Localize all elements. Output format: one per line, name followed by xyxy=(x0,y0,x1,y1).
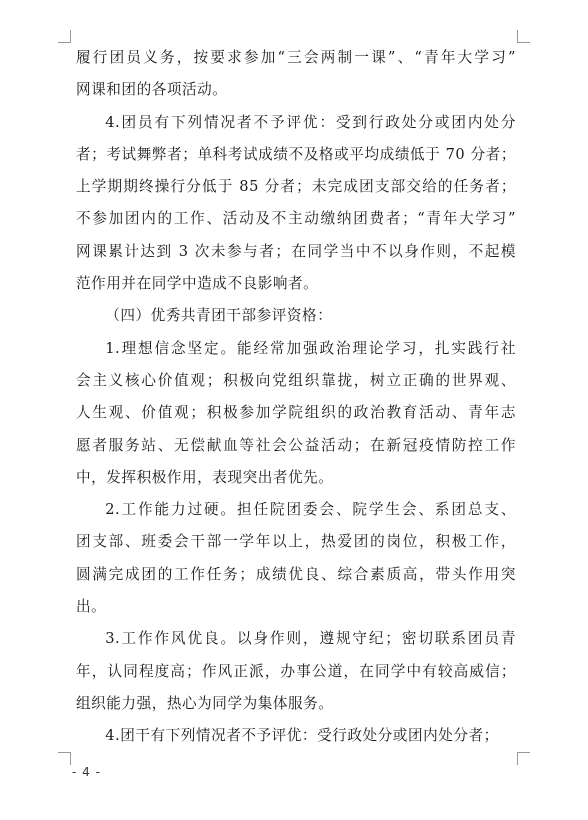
document-body xyxy=(76,42,516,753)
text-line: 人生观、价值观；积极参加学院组织的政治教育活动、青年志 xyxy=(76,404,516,422)
text-line: 4.团干有下列情况者不予评优：受行政处分或团内处分者； xyxy=(105,727,499,745)
crop-mark-bottom-right xyxy=(517,752,530,765)
text-line: 者；考试舞弊者；单科考试成绩不及格或平均成绩低于 70 分者； xyxy=(76,145,516,163)
text-line: 1.理想信念坚定。能经常加强政治理论学习，扎实践行社 xyxy=(105,339,516,357)
text-line: 3.工作作风优良。以身作则，遵规守纪；密切联系团员青 xyxy=(105,630,516,648)
text-line: 愿者服务站、无偿献血等社会公益活动；在新冠疫情防控工作 xyxy=(76,436,516,454)
text-line: 网课累计达到 3 次未参与者；在同学当中不以身作则，不起模 xyxy=(76,242,516,260)
text-line: 圆满完成团的工作任务；成绩优良、综合素质高，带头作用突 xyxy=(76,565,516,583)
page-number: - 4 - xyxy=(72,765,101,779)
text-line: 不参加团内的工作、活动及不主动缴纳团费者；“青年大学习” xyxy=(76,210,516,228)
text-line: 中，发挥积极作用，表现突出者优先。 xyxy=(76,468,334,486)
text-line: （四）优秀共青团干部参评资格： xyxy=(105,307,333,325)
text-line: 履行团员义务，按要求参加“三会两制一课”、“青年大学习” xyxy=(76,49,516,66)
crop-mark-top-left xyxy=(58,30,71,43)
text-line: 组织能力强，热心为同学为集体服务。 xyxy=(76,694,334,712)
text-line: 出。 xyxy=(76,598,107,616)
crop-mark-top-right xyxy=(517,30,530,43)
text-line: 会主义核心价值观；积极向党组织靠拢，树立正确的世界观、 xyxy=(76,371,516,389)
text-line: 4.团员有下列情况者不予评优：受到行政处分或团内处分 xyxy=(105,113,516,131)
text-line: 上学期期终操行分低于 85 分者；未完成团支部交给的任务者； xyxy=(76,178,516,196)
text-line: 网课和团的各项活动。 xyxy=(76,81,228,99)
text-line: 2.工作能力过硬。担任院团委会、院学生会、系团总支、 xyxy=(105,501,516,519)
crop-mark-bottom-left xyxy=(58,752,71,765)
text-line: 年，认同程度高；作风正派，办事公道，在同学中有较高威信； xyxy=(76,662,516,680)
text-line: 范作用并在同学中造成不良影响者。 xyxy=(76,275,319,293)
text-line: 团支部、班委会干部一学年以上，热爱团的岗位，积极工作， xyxy=(76,533,516,551)
